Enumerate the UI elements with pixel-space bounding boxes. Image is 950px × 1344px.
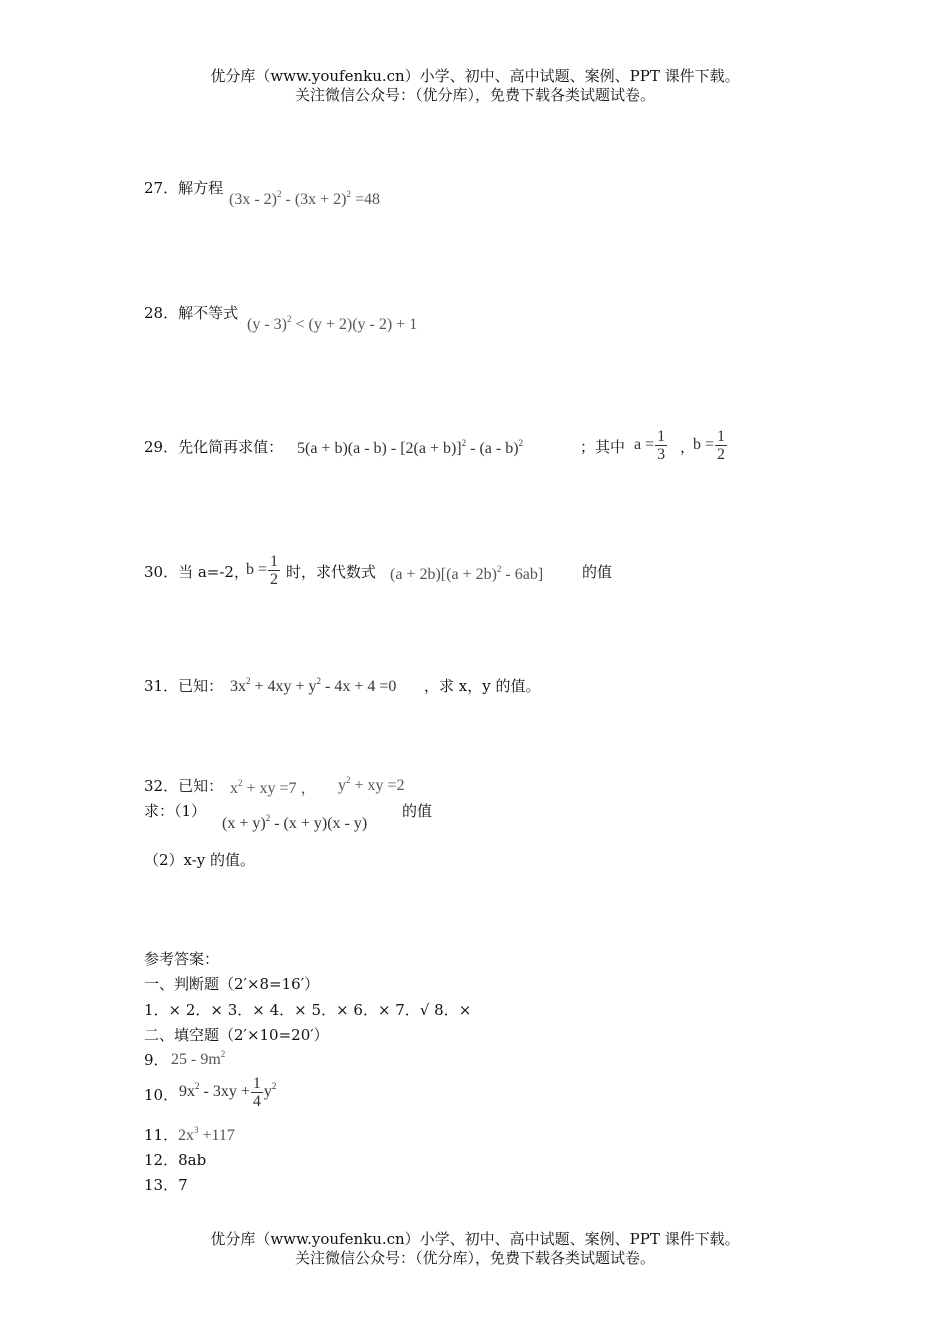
equation: $3x^2 + 4xy + y^2 - 4x + 4 =0$ [230, 676, 397, 695]
answer-10-label: 10． [144, 1086, 179, 1104]
page-footer-line-1: 优分库（www.youfenku.cn）小学、初中、高中试题、案例、PPT 课件下载。 [210, 1230, 740, 1248]
section-1-heading: 一、判断题（2′×8=16′） [144, 975, 320, 993]
given-1: $x^2$ + xy =7 ， [230, 778, 317, 797]
question-label: 28．解不等式 [144, 304, 239, 322]
page-header-line-1: 优分库（www.youfenku.cn）小学、初中、高中试题、案例、PPT 课件下载。 [210, 67, 740, 85]
answers-title: 参考答案： [144, 950, 220, 968]
ask-part-2: （2）x-y 的值。 [144, 851, 256, 869]
b-value: b = $\frac{1}{2}$ [693, 428, 726, 463]
b-value: b = $\frac{1}{2}$ [246, 553, 279, 588]
page-footer-line-2: 关注微信公众号：（优分库），免费下载各类试题试卷。 [294, 1249, 655, 1267]
section-1-answers: 1．× 2．× 3．× 4．× 5．× 6．× 7．√ 8．× [144, 1001, 472, 1019]
expression: $(x + y)^2 - (x + y)(x - y)$ [222, 813, 368, 832]
given-2: $y^2$ + xy =2 [338, 775, 405, 794]
answer-9: $25 - 9m^2$ [171, 1049, 226, 1068]
answer-12: 12．8ab [144, 1151, 207, 1169]
question-tail: 的值 [582, 563, 613, 581]
expression: $(a + 2b)[(a + 2b)^2 - 6ab]$ [390, 564, 544, 583]
answer-9-label: 9． [144, 1051, 169, 1069]
question-mid-text: 时，求代数式 [286, 563, 377, 581]
comma: ， [680, 438, 696, 456]
equation: $(3x - 2)^2 - (3x + 2)^2 =48$ [229, 189, 381, 208]
answer-10: $9x^2 - 3xy$ + $\frac{1}{4}$ $y^2$ [179, 1075, 277, 1110]
question-tail: ，求 x，y 的值。 [424, 677, 541, 695]
ask-part-1: 求：（1） [144, 802, 207, 820]
question-label: 30．当 a=-2， [144, 563, 249, 581]
answer-11-label: 11． [144, 1126, 179, 1144]
question-label: 27．解方程 [144, 179, 224, 197]
inequality: (y - 3)$^2$ < (y + 2)(y - 2) + 1 [247, 314, 418, 333]
a-value: a = $\frac{1}{3}$ [634, 428, 666, 463]
answer-13: 13．7 [144, 1176, 188, 1194]
question-label: 29．先化简再求值： [144, 438, 284, 456]
page-header-line-2: 关注微信公众号：（优分库），免费下载各类试题试卷。 [294, 86, 655, 104]
question-tail: 的值 [402, 802, 433, 820]
condition-text: ；其中 [580, 438, 626, 456]
question-label: 32．已知： [144, 777, 224, 795]
question-label: 31．已知： [144, 677, 224, 695]
section-2-heading: 二、填空题（2′×10=20′） [144, 1026, 329, 1044]
answer-11: $2x^3 +117$ [178, 1125, 235, 1144]
expression: $5(a + b)(a - b) - [2(a + b)]^2 - (a - b)^2$ [297, 438, 524, 457]
